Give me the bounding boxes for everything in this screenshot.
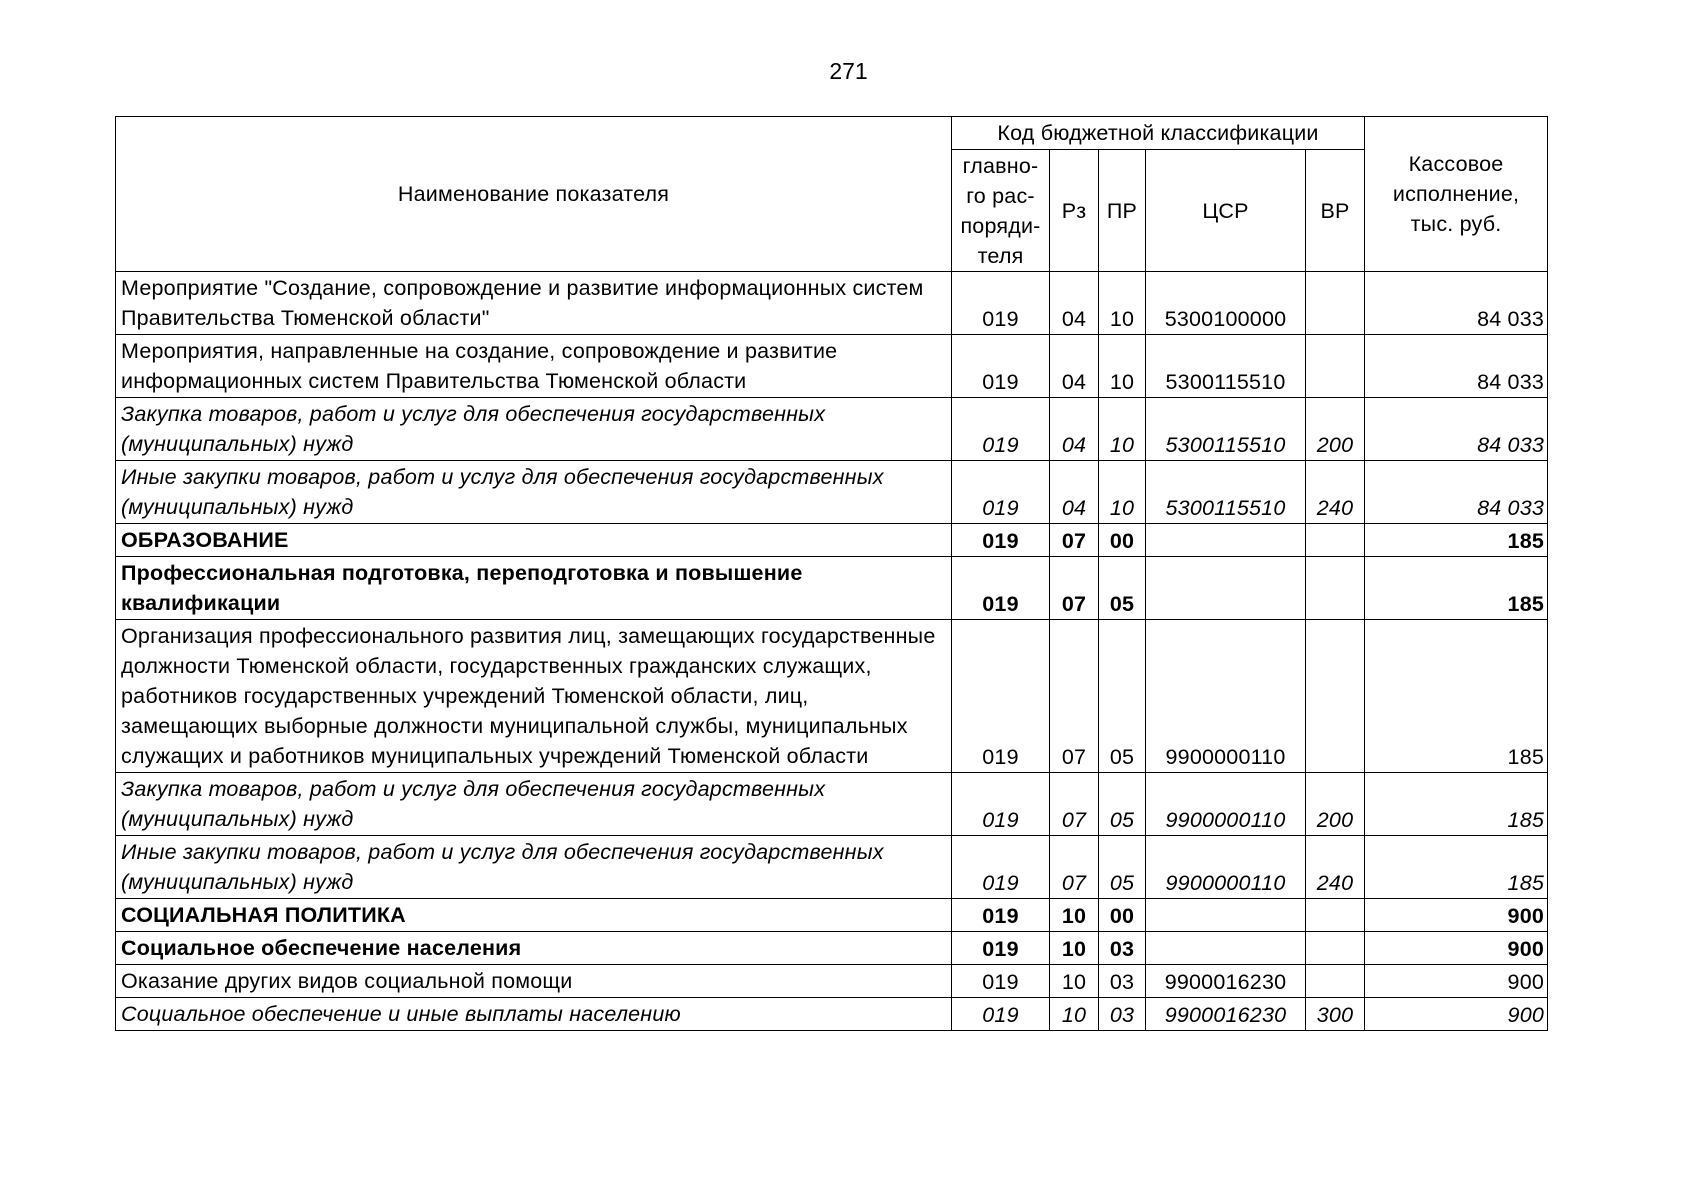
row-pr-code: 10 — [1099, 398, 1146, 461]
row-amount: 84 033 — [1365, 461, 1548, 524]
row-pr-code: 10 — [1099, 461, 1146, 524]
row-vr-code — [1306, 965, 1365, 998]
table-row — [116, 557, 1548, 620]
row-gr-code: 019 — [952, 398, 1050, 461]
row-rz-code: 10 — [1050, 965, 1099, 998]
row-name: Мероприятия, направленные на создание, сопровождение и развитие информационных систем Правительства Тюменской области — [116, 335, 952, 398]
table-row — [116, 899, 1548, 932]
table-row — [116, 335, 1548, 398]
row-rz-code: 10 — [1050, 932, 1099, 965]
budget-table — [115, 116, 1548, 1031]
row-vr-code — [1306, 932, 1365, 965]
row-name: Социальное обеспечение населения — [116, 932, 952, 965]
table-row — [116, 773, 1548, 836]
row-pr-code: 03 — [1099, 965, 1146, 998]
row-pr-code: 10 — [1099, 272, 1146, 335]
page-number: 271 — [829, 58, 868, 84]
row-vr-code — [1306, 524, 1365, 557]
row-vr-code — [1306, 272, 1365, 335]
row-amount: 84 033 — [1365, 272, 1548, 335]
row-pr-code: 00 — [1099, 524, 1146, 557]
row-csr-code — [1146, 524, 1306, 557]
row-name: СОЦИАЛЬНАЯ ПОЛИТИКА — [116, 899, 952, 932]
row-rz-code: 07 — [1050, 557, 1099, 620]
row-csr-code: 5300115510 — [1146, 461, 1306, 524]
row-vr-code: 300 — [1306, 998, 1365, 1031]
table-row — [116, 272, 1548, 335]
table-row — [116, 965, 1548, 998]
row-name: Закупка товаров, работ и услуг для обеспечения государственных (муниципальных) нужд — [116, 773, 952, 836]
row-rz-code: 07 — [1050, 524, 1099, 557]
row-vr-code: 200 — [1306, 398, 1365, 461]
table-row — [116, 836, 1548, 899]
row-gr-code: 019 — [952, 524, 1050, 557]
row-csr-code: 9900000110 — [1146, 773, 1306, 836]
row-amount: 900 — [1365, 998, 1548, 1031]
row-name: ОБРАЗОВАНИЕ — [116, 524, 952, 557]
row-rz-code: 07 — [1050, 836, 1099, 899]
row-vr-code — [1306, 899, 1365, 932]
row-amount: 185 — [1365, 557, 1548, 620]
row-amount: 900 — [1365, 932, 1548, 965]
row-pr-code: 05 — [1099, 557, 1146, 620]
table-body — [116, 272, 1548, 1031]
row-name: Мероприятие "Создание, сопровождение и развитие информационных систем Правительства Тюменской области" — [116, 272, 952, 335]
row-amount: 900 — [1365, 965, 1548, 998]
row-amount: 185 — [1365, 524, 1548, 557]
row-pr-code: 05 — [1099, 836, 1146, 899]
row-csr-code — [1146, 557, 1306, 620]
row-pr-code: 03 — [1099, 998, 1146, 1031]
header-csr: ЦСР — [1146, 150, 1306, 272]
table-header — [116, 117, 1548, 272]
header-rz: Рз — [1050, 150, 1099, 272]
row-csr-code: 9900000110 — [1146, 836, 1306, 899]
table-row — [116, 620, 1548, 773]
table-row — [116, 932, 1548, 965]
row-name: Закупка товаров, работ и услуг для обеспечения государственных (муниципальных) нужд — [116, 398, 952, 461]
row-csr-code: 9900000110 — [1146, 620, 1306, 773]
row-rz-code: 04 — [1050, 272, 1099, 335]
row-name: Организация профессионального развития лиц, замещающих государственные должности Тюменской области, государственных гражданских служащих, работников государственных учреждений Тюменской области, лиц, замещающих выборные должности муниципальной службы, муниципальных служащих и работников муниципальных учреждений Тюменской области — [116, 620, 952, 773]
header-kbk: Код бюджетной классификации — [952, 117, 1365, 150]
table-row — [116, 461, 1548, 524]
row-vr-code: 240 — [1306, 836, 1365, 899]
row-name: Иные закупки товаров, работ и услуг для обеспечения государственных (муниципальных) нужд — [116, 836, 952, 899]
row-rz-code: 04 — [1050, 335, 1099, 398]
row-gr-code: 019 — [952, 932, 1050, 965]
row-rz-code: 04 — [1050, 461, 1099, 524]
row-pr-code: 00 — [1099, 899, 1146, 932]
row-amount: 185 — [1365, 836, 1548, 899]
row-amount: 900 — [1365, 899, 1548, 932]
row-csr-code: 5300115510 — [1146, 398, 1306, 461]
row-csr-code: 9900016230 — [1146, 998, 1306, 1031]
row-csr-code: 5300100000 — [1146, 272, 1306, 335]
row-rz-code: 07 — [1050, 773, 1099, 836]
table-row — [116, 524, 1548, 557]
row-gr-code: 019 — [952, 965, 1050, 998]
row-vr-code: 200 — [1306, 773, 1365, 836]
table-row — [116, 998, 1548, 1031]
row-gr-code: 019 — [952, 899, 1050, 932]
row-gr-code: 019 — [952, 272, 1050, 335]
row-gr-code: 019 — [952, 998, 1050, 1031]
row-vr-code: 240 — [1306, 461, 1365, 524]
row-rz-code: 10 — [1050, 899, 1099, 932]
row-name: Оказание других видов социальной помощи — [116, 965, 952, 998]
row-pr-code: 05 — [1099, 620, 1146, 773]
row-csr-code — [1146, 932, 1306, 965]
row-vr-code — [1306, 557, 1365, 620]
row-gr-code: 019 — [952, 620, 1050, 773]
row-amount: 185 — [1365, 773, 1548, 836]
row-pr-code: 03 — [1099, 932, 1146, 965]
row-csr-code — [1146, 899, 1306, 932]
row-pr-code: 10 — [1099, 335, 1146, 398]
row-name: Иные закупки товаров, работ и услуг для обеспечения государственных (муниципальных) нужд — [116, 461, 952, 524]
row-amount: 185 — [1365, 620, 1548, 773]
row-csr-code: 9900016230 — [1146, 965, 1306, 998]
row-pr-code: 05 — [1099, 773, 1146, 836]
header-name: Наименование показателя — [116, 117, 952, 272]
row-gr-code: 019 — [952, 836, 1050, 899]
row-amount: 84 033 — [1365, 335, 1548, 398]
header-gr: главно- го рас- поряди- теля — [952, 150, 1050, 272]
row-gr-code: 019 — [952, 461, 1050, 524]
row-name: Социальное обеспечение и иные выплаты населению — [116, 998, 952, 1031]
row-vr-code — [1306, 620, 1365, 773]
row-amount: 84 033 — [1365, 398, 1548, 461]
header-pr: ПР — [1099, 150, 1146, 272]
header-vr: ВР — [1306, 150, 1365, 272]
row-gr-code: 019 — [952, 335, 1050, 398]
header-amount: Кассовое исполнение, тыс. руб. — [1365, 117, 1548, 272]
row-rz-code: 10 — [1050, 998, 1099, 1031]
row-name: Профессиональная подготовка, переподготовка и повышение квалификации — [116, 557, 952, 620]
row-gr-code: 019 — [952, 773, 1050, 836]
row-vr-code — [1306, 335, 1365, 398]
table-row — [116, 398, 1548, 461]
row-rz-code: 07 — [1050, 620, 1099, 773]
row-csr-code: 5300115510 — [1146, 335, 1306, 398]
row-rz-code: 04 — [1050, 398, 1099, 461]
row-gr-code: 019 — [952, 557, 1050, 620]
